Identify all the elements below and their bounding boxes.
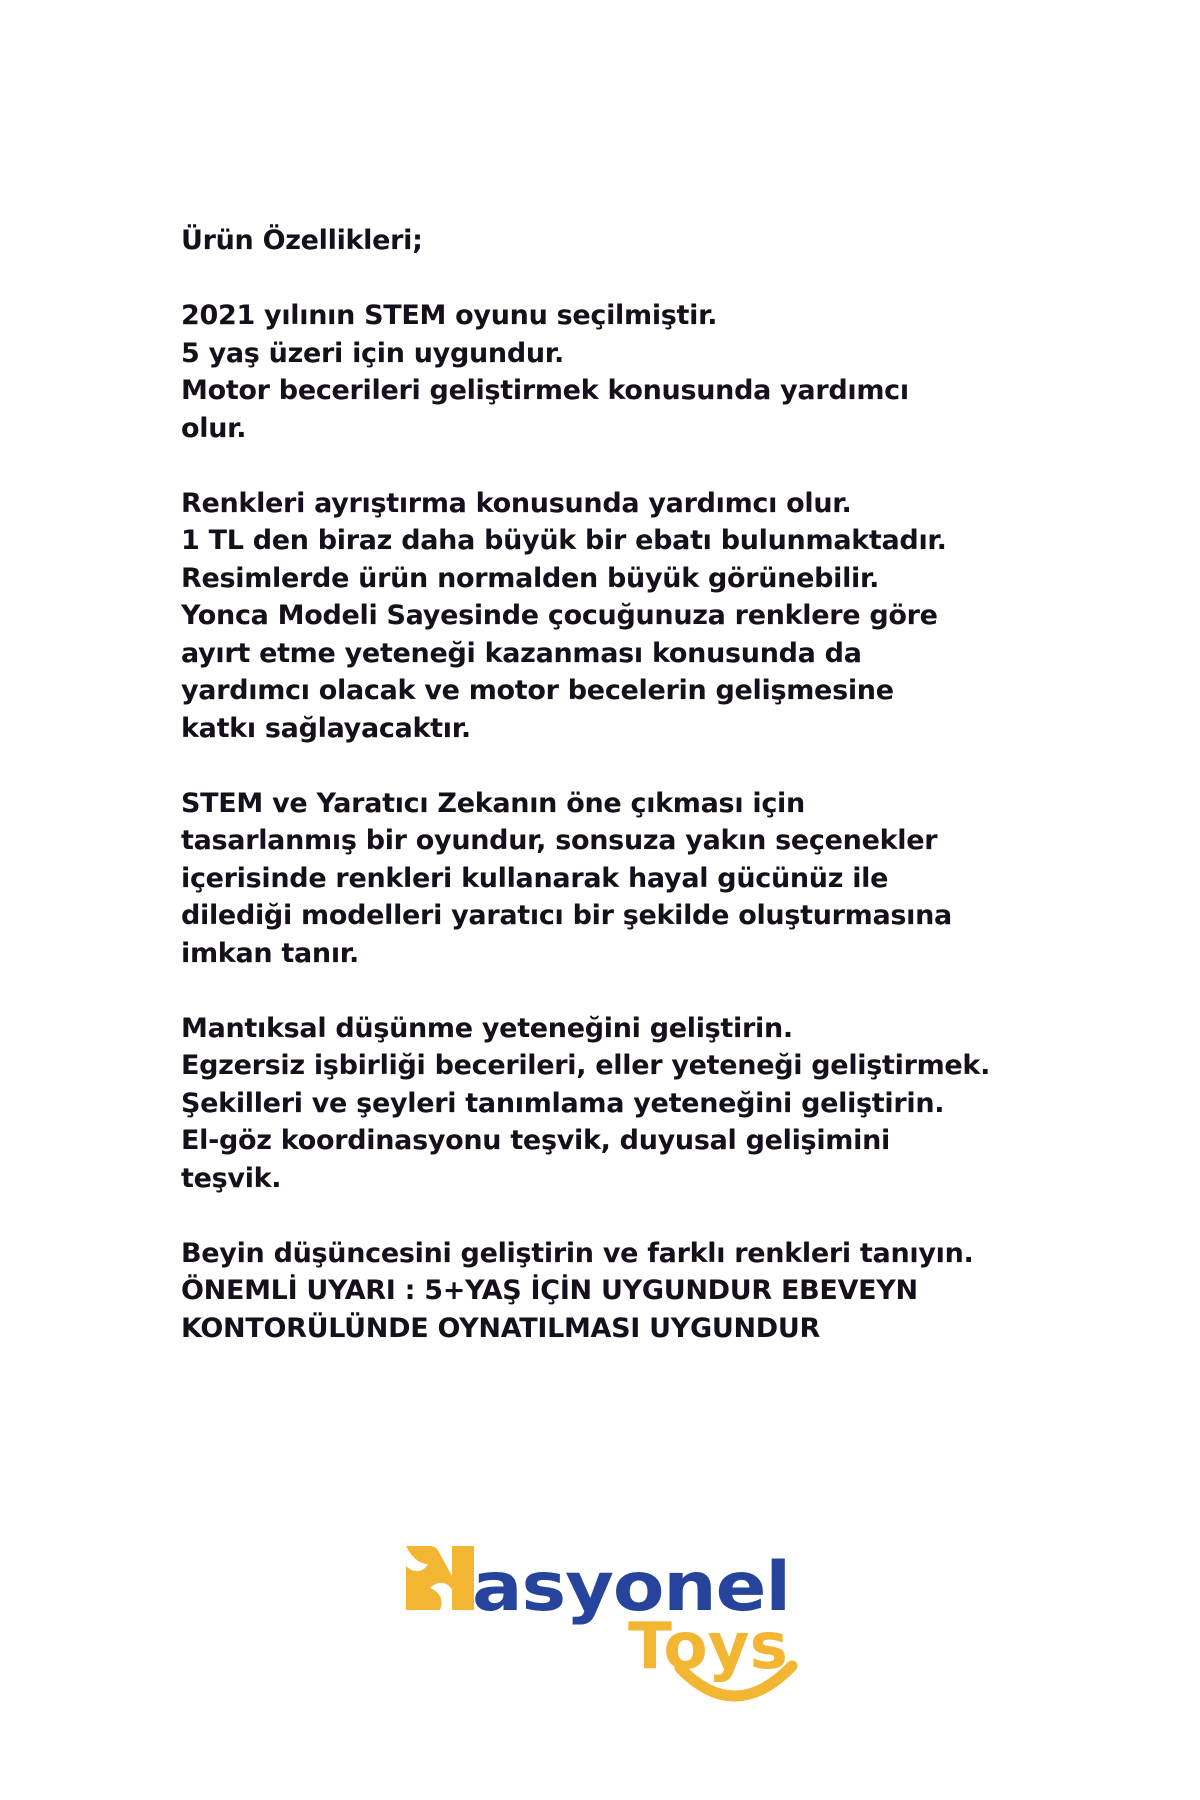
text-line: Beyin düşüncesini geliştirin ve farklı renkleri tanıyın. [181, 1237, 974, 1269]
page-title: Ürün Özellikleri; [181, 225, 423, 256]
paragraph-2 [181, 485, 990, 748]
paragraph-3 [181, 785, 990, 973]
spacer [181, 1197, 990, 1235]
warning-line: ÖNEMLİ UYARI : 5+YAŞ İÇİN UYGUNDUR EBEVEYN [181, 1275, 918, 1306]
text-line: Yonca Modeli Sayesinde çocuğunuza renklere göre [181, 600, 938, 631]
text-line: STEM ve Yaratıcı Zekanın öne çıkması için [181, 787, 805, 819]
text-line: tasarlanmış bir oyundur, sonsuza yakın seçenekler [181, 825, 938, 856]
text-line: olur. [181, 412, 247, 444]
text-line: 1 TL den biraz daha büyük bir ebatı bulunmaktadır. [181, 525, 947, 556]
paragraph-5-warning [181, 1235, 990, 1348]
spacer [181, 747, 990, 785]
paragraph-4 [181, 1010, 990, 1198]
warning-line: KONTORÜLÜNDE OYNATILMASI UYGUNDUR [181, 1312, 821, 1344]
logo-icon [400, 1540, 800, 1715]
text-line: dilediği modelleri yaratıcı bir şekilde oluşturmasına [181, 900, 952, 931]
logo-sub-word: Toys [628, 1610, 788, 1684]
product-features-text [181, 222, 990, 1347]
text-line: ayırt etme yeteneği kazanması konusunda da [181, 637, 862, 669]
text-line: El-göz koordinasyonu teşvik, duyusal gelişimini [181, 1125, 890, 1156]
spacer [181, 972, 990, 1010]
nasyonel-toys-logo [400, 1540, 800, 1715]
text-line: 2021 yılının STEM oyunu seçilmiştir. [181, 300, 718, 331]
text-line: Egzersiz işbirliği becerileri, eller yeteneği geliştirmek. [181, 1050, 991, 1081]
text-line: Resimlerde ürün normalden büyük görünebilir. [181, 562, 880, 594]
text-line: yardımcı olacak ve motor becelerin gelişmesine [181, 675, 894, 706]
text-line: imkan tanır. [181, 937, 359, 969]
text-line: katkı sağlayacaktır. [181, 712, 471, 744]
spacer [181, 447, 990, 485]
logo-n-mark [406, 1546, 474, 1610]
text-line: Renkleri ayrıştırma konusunda yardımcı olur. [181, 487, 852, 519]
text-line: Mantıksal düşünme yeteneğini geliştirin. [181, 1012, 793, 1044]
paragraph-1 [181, 297, 990, 447]
text-line: içerisinde renkleri kullanarak hayal gücünüz ile [181, 862, 889, 894]
logo-brand-word: asyonel [472, 1548, 790, 1627]
text-line: Şekilleri ve şeyleri tanımlama yeteneğini geliştirin. [181, 1087, 945, 1119]
spacer [181, 260, 990, 298]
text-line: 5 yaş üzeri için uygundur. [181, 337, 564, 369]
text-line: teşvik. [181, 1162, 282, 1194]
text-line: Motor becerileri geliştirmek konusunda yardımcı [181, 375, 909, 406]
